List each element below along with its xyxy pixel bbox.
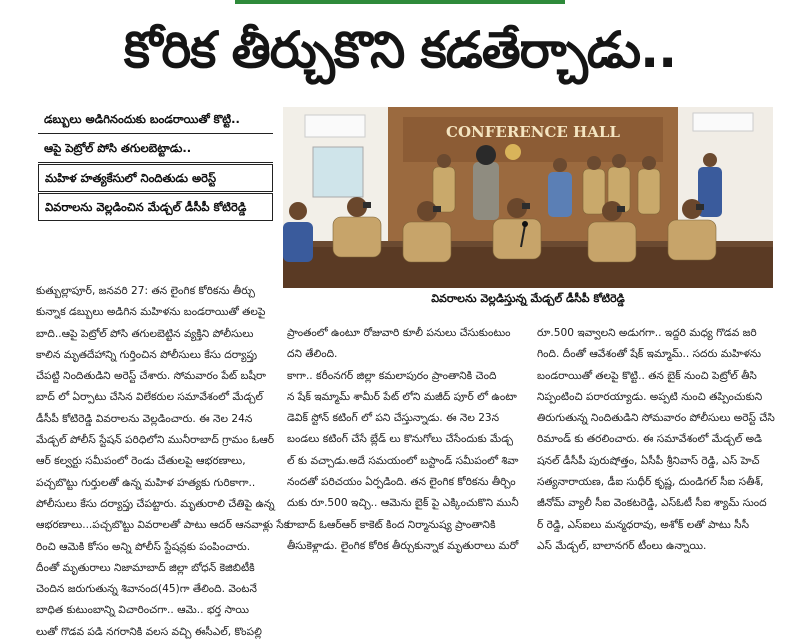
article-line: డీసీపీ కోటిరెడ్డి వివరాలను వెల్లడించారు. ఈ నెల 24న bbox=[36, 412, 253, 425]
sub-headline-3: మహిళ హత్యకేసులో నిందితుడు అరెస్ట్ bbox=[38, 164, 273, 192]
article-line: కాగా.. కరీంనగర్ జిల్లా కమలాపురం ప్రాంతానికి చెంది bbox=[287, 369, 497, 382]
article-line: బండరాయితో తలపై కొట్టి.. తన బైక్ నుంచి పెట్రోల్ తీసి bbox=[537, 369, 757, 382]
article-line: పచ్చబొట్టు గుర్తులతో ఉన్న మహిళ హత్యకు గురికాగా.. bbox=[36, 476, 256, 489]
article-line: జీనోమ్ వ్యాలీ సీఐ వెంకటరెడ్డి, ఎస్ఓటీ సీఐ శ్యామ్ సుంద bbox=[537, 497, 767, 510]
article-line: షనల్ డీసీపీ పురుషోత్తం, ఏసీపీ శ్రీనివాస్ రెడ్డి, ఎస్ హెచ్ bbox=[537, 454, 760, 467]
article-line: బాధిత కుటుంబాన్ని విచారించగా.. ఆమె.. భర్త సాయి bbox=[36, 604, 249, 617]
article-line: ర్ రెడ్డి, ఎస్ఐలు మన్మధరావు, అశోక్ లతో పాటు సీసీ bbox=[537, 518, 750, 531]
article-line: డెవిక్ స్టోన్ కటింగ్ లో పని చేస్తున్నాడు. ఈ నెల 23న bbox=[287, 412, 500, 425]
article-line: ల్ కు వచ్చాడు.అదే సమయంలో బస్టాండ్ సమీపంలో శివా bbox=[287, 454, 519, 467]
sub-headlines bbox=[38, 106, 273, 222]
article-line: దుకు రూ.500 ఇచ్చి.. ఆమెను బైక్ పై ఎక్కించుకొని మునీ bbox=[287, 497, 519, 510]
sub-headline-1: డబ్బులు అడిగినందుకు బండరాయితో కొట్టి.. bbox=[38, 106, 273, 134]
photo-caption: వివరాలను వెల్లడిస్తున్న మేడ్చల్ డీసీపీ కోటిరెడ్డి bbox=[431, 292, 625, 305]
article-line: లుతో గొడవ పడి నగరానికి వలస వచ్చి ఈసీఎల్, కొంపల్లి bbox=[36, 625, 262, 638]
top-accent-strip bbox=[235, 0, 565, 4]
article-line: గింది. దీంతో ఆవేశంతో షేక్ ఇమ్మామ్.. సదరు మహిళను bbox=[537, 348, 762, 361]
article-line: తీసుకెళ్లాడు. లైంగిక కోరిక తీర్చుకున్నాక మృతురాలు మరో bbox=[287, 539, 519, 552]
sub-headline-4: వివరాలను వెల్లడించిన మేడ్చల్ డీసీపీ కోటిరెడ్డి bbox=[38, 193, 273, 221]
sub-headline-2: ఆపై పెట్రోల్ పోసి తగులబెట్టాడు.. bbox=[38, 135, 273, 163]
article-line: నిప్పంటించి పరారయ్యాడు. అప్పటి నుంచి తప్పించుకుని bbox=[537, 390, 763, 403]
article-line: బాది..ఆపై పెట్రోల్ పోసి తగులబెట్టిన వ్యక్తిని పోలీసులు bbox=[36, 327, 254, 340]
article-line: ఆర్ కల్వర్టు సమీపంలో రెండు చేతులపై ఆభరణాలు, bbox=[36, 455, 246, 468]
article-line: రాబాద్ ఓఆర్ఆర్ కాకెట్ కింద నిర్మానుష్య ప్రాంతానికి bbox=[287, 518, 496, 531]
article-line: మేడ్చల్ పోలీస్ స్టేషన్ పరిధిలోని మునీరాబాద్ గ్రామం ఓఆర్ bbox=[36, 434, 275, 447]
article-line: కున్నాక డబ్బులు అడిగిన మహిళను బండరాయితో తలపై bbox=[36, 306, 266, 319]
article-line: చేపట్టి నిందితుడిని అరెస్ట్ చేశారు. సోమవారం పేట్ బషీరా bbox=[36, 370, 266, 383]
article-line: న షేక్ ఇమ్మామ్ శామీర్ పేట్ లోని మజీద్ పూర్ లో ఉంటా bbox=[287, 390, 517, 403]
article-line: దని తేలింది. bbox=[287, 348, 338, 361]
article-line: కుత్బుల్లాపూర్, జనవరి 27: తన లైంగిక కోరికను తీర్చు bbox=[36, 285, 255, 297]
article-line: బండలు కటింగ్ చేసే బ్లేడ్ లు కొనుగోలు చేసేందుకు మేడ్చ bbox=[287, 433, 514, 446]
article-line: కాలిన మృతదేహాన్ని గుర్తించిన పోలీసులు కేసు దర్యాప్తు bbox=[36, 348, 258, 361]
article-line: నందతో పరిచయం ఏర్పడింది. తన లైంగిక కోరికను తీర్చిం bbox=[287, 476, 516, 489]
press-meet-illustration bbox=[283, 107, 773, 288]
article-column-3 bbox=[537, 323, 773, 557]
article-line: దీంతో మృతురాలు నిజామాబాద్ జిల్లా బోధన్ కెజిబిటీకి bbox=[36, 561, 255, 574]
article-line: ప్రాంతంలో ఉంటూ రోజువారి కూలీ పనులు చేసుకుంటుం bbox=[287, 327, 511, 339]
article-column-2 bbox=[287, 323, 525, 557]
article-line: రించి ఆమెకి కోసం అన్ని పోలీస్ స్టేషన్లకు పంపించారు. bbox=[36, 540, 251, 553]
article-line: బాద్ లో ఏర్పాటు చేసిన విలేకరుల సమావేశంలో మేడ్చల్ bbox=[36, 391, 263, 404]
article-line: ఆభరణాలు...పచ్చబొట్టు వివరాలతో పాటు ఆదర్ ఆనవాళ్లు సేక bbox=[36, 519, 290, 532]
news-photo bbox=[283, 107, 773, 288]
article-line: ఎస్ మేడ్చల్, బాలానగర్ టీంలు ఉన్నాయి. bbox=[537, 539, 707, 552]
conference-hall-sign: CONFERENCE HALL bbox=[446, 123, 620, 141]
article-line: పోలీసులు కేసు దర్యాప్తు చేపట్టారు. మృతురాలి చేతిపై ఉన్న bbox=[36, 497, 275, 510]
article-line: తిరుగుతున్న నిందితుడిని సోమవారం పోలీసులు అరెస్ట్ చేసి bbox=[537, 412, 775, 425]
article-line: రిమాండ్ కు తరలించారు. ఈ సమావేశంలో మేడ్చల్ అడి bbox=[537, 433, 762, 446]
article-line: సత్యనారాయణ, డీఐ సుధీర్ కృష్ణ, దుండిగల్ సీఐ సతీశ్, bbox=[537, 476, 764, 489]
article-line: చెందిన జరుగుతున్న శివానంద(45)గా తేలింది. వెంటనే bbox=[36, 583, 257, 596]
headline: కోరిక తీర్చుకొని కడతేర్చాడు.. bbox=[123, 21, 677, 79]
article-column-1 bbox=[36, 281, 290, 643]
article-line: రూ.500 ఇవ్వాలని అడుగగా.. ఇద్దరి మధ్య గొడవ జరి bbox=[537, 327, 757, 339]
